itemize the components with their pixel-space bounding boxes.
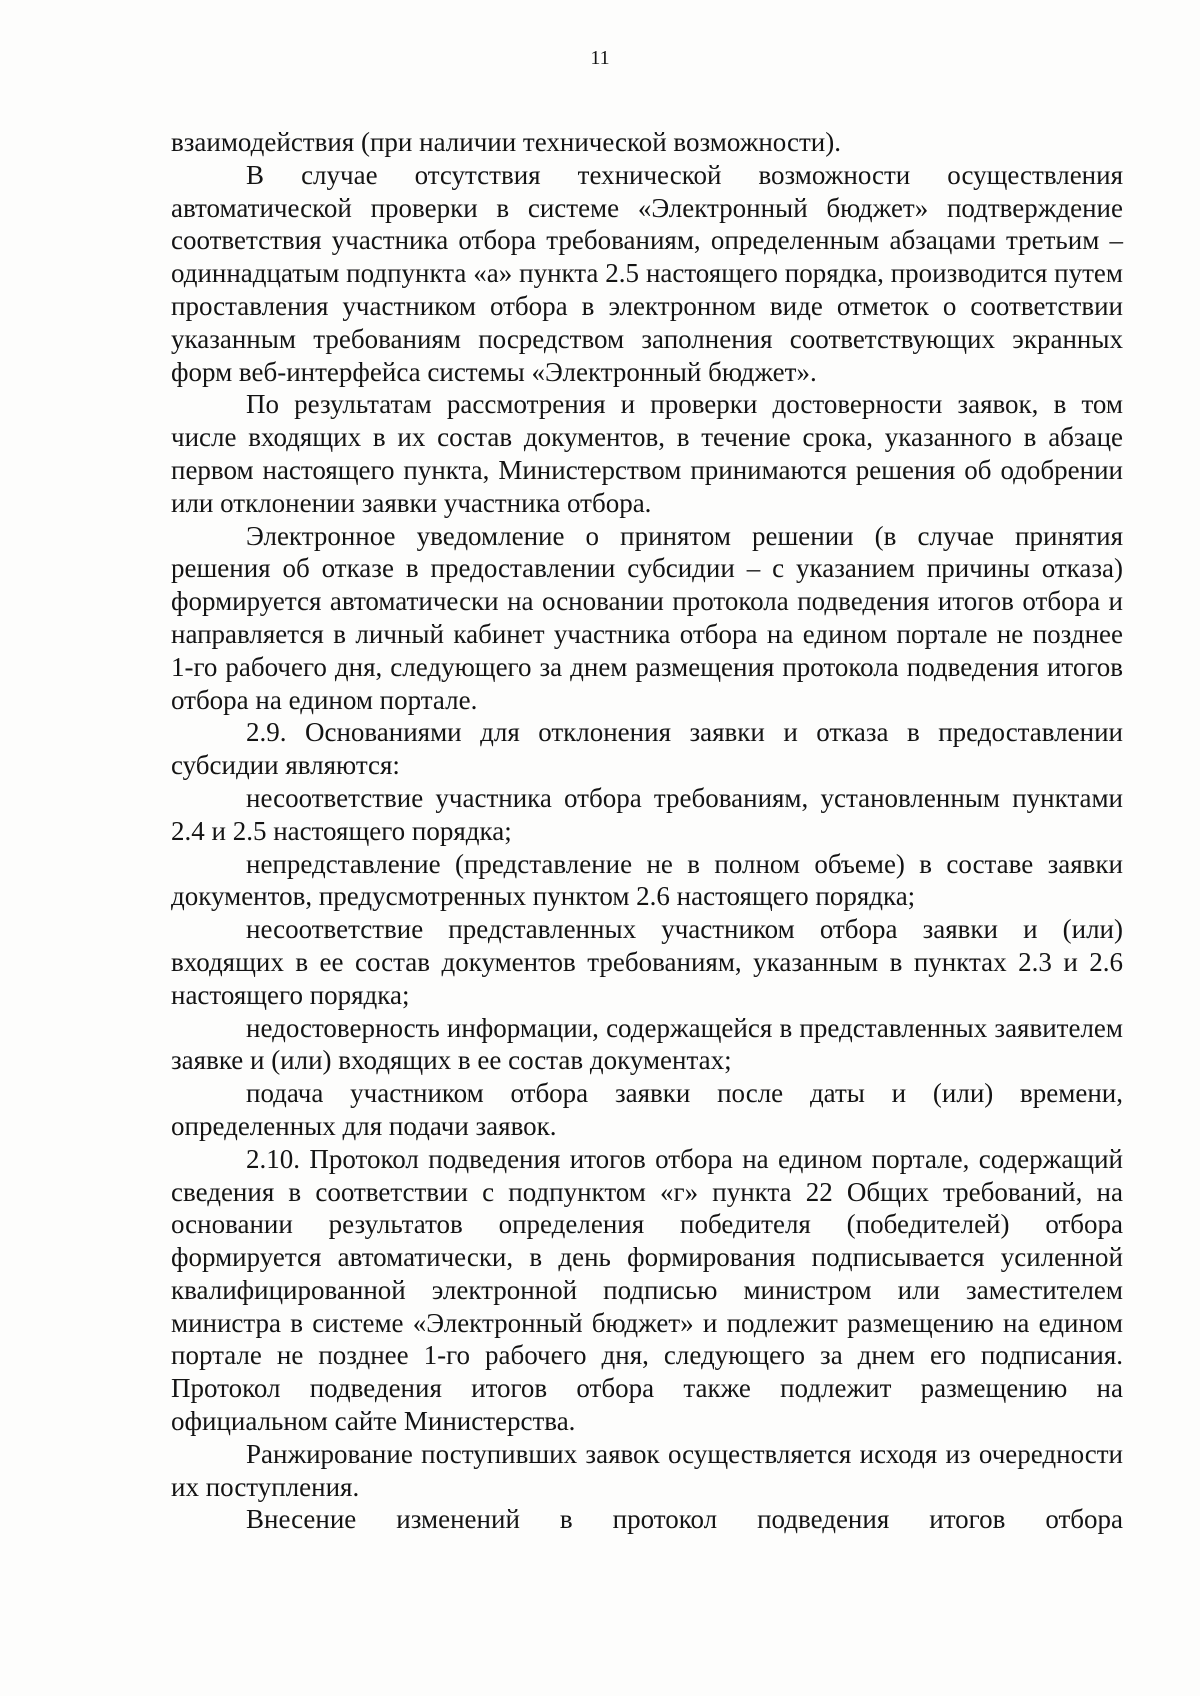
paragraph: Ранжирование поступивших заявок осуществляется исходя из очередности их поступления. — [171, 1438, 1123, 1502]
list-item: несоответствие участника отбора требованиям, установленным пунктами 2.4 и 2.5 настоящего порядка; — [171, 782, 1123, 846]
paragraph: 2.9. Основаниями для отклонения заявки и отказа в предоставлении субсидии являются: — [171, 717, 1123, 781]
page-number: 11 — [590, 47, 610, 69]
paragraph: В случае отсутствия технической возможности осуществления автоматической проверки в системе «Электронный бюджет» подтверждение соответствия участника отбора требованиям, определенным абзацами третьим – одиннадцатым подпункта «а» пункта 2.5 настоящего порядка, производится путем проставления участником отбора в электронном виде отметок о соответствии указанным требованиям посредством заполнения соответствующих экранных форм веб-интерфейса системы «Электронный бюджет». — [171, 159, 1123, 387]
paragraph: Электронное уведомление о принятом решении (в случае принятия решения об отказе в предоставлении субсидии – с указанием причины отказа) формируется автоматически на основании протокола подведения итогов отбора и направляется в личный кабинет участника отбора на едином портале не позднее 1-го рабочего дня, следующего за днем размещения протокола подведения итогов отбора на едином портале. — [171, 520, 1123, 715]
list-item: непредставление (представление не в полном объеме) в составе заявки документов, предусмотренных пунктом 2.6 настоящего порядка; — [171, 848, 1123, 912]
list-item: подача участником отбора заявки после даты и (или) времени, определенных для подачи заявок. — [171, 1078, 1123, 1141]
list-item: недостоверность информации, содержащейся в представленных заявителем заявке и (или) входящих в ее состав документах; — [171, 1012, 1123, 1076]
document-body — [171, 126, 1123, 1536]
paragraph: 2.10. Протокол подведения итогов отбора на едином портале, содержащий сведения в соответствии с подпунктом «г» пункта 22 Общих требований, на основании результатов определения победителя (победителей) отбора формируется автоматически, в день формирования подписывается усиленной квалифицированной электронной подписью министром или заместителем министра в системе «Электронный бюджет» и подлежит размещению на едином портале не позднее 1-го рабочего дня, следующего за днем его подписания. Протокол подведения итогов отбора также подлежит размещению на официальном сайте Министерства. — [171, 1143, 1123, 1437]
list-item: несоответствие представленных участником отбора заявки и (или) входящих в ее состав документов требованиям, указанным в пунктах 2.3 и 2.6 настоящего порядка; — [171, 914, 1123, 1010]
paragraph: взаимодействия (при наличии технической возможности). — [171, 127, 841, 157]
paragraph: Внесение изменений в протокол подведения итогов отбора — [246, 1504, 1123, 1535]
paragraph: По результатам рассмотрения и проверки достоверности заявок, в том числе входящих в их состав документов, в течение срока, указанного в абзаце первом настоящего пункта, Министерством принимаются решения об одобрении или отклонении заявки участника отбора. — [171, 389, 1123, 518]
